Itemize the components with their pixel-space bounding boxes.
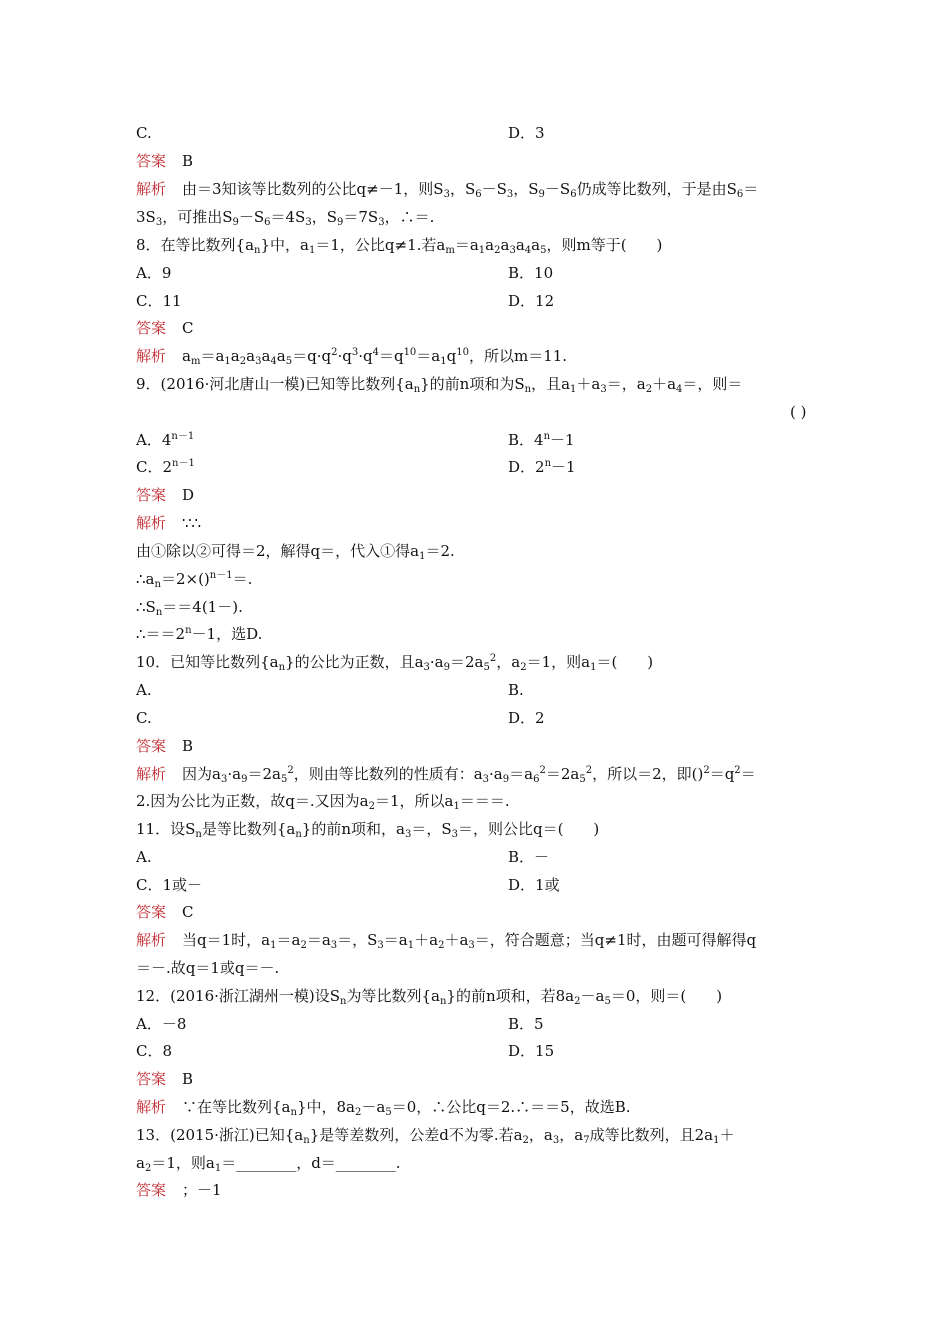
q9-answer	[136, 485, 816, 505]
q9-analysis-line-2: 由①除以②可得＝2，解得q＝，代入①得$a_1=2$.	[136, 542, 455, 562]
q9-analysis-line-4: $\therefore S_n==4(1-)$.	[136, 598, 243, 618]
q9-option-b: B．$4^n-1$	[508, 431, 575, 449]
answer-value: D	[182, 486, 195, 504]
q13-answer	[136, 1180, 816, 1200]
analysis-label: 解析	[136, 347, 167, 365]
q9-analysis-line-5: $\therefore==2^n-1$，选D.	[136, 625, 263, 643]
q8-stem: 8．在等比数列$\{a_n\}$中，$a_1=1$，公比q≠1.若$a_m=a_1a_2a_3a_4a_5$，则m等于( )	[136, 236, 663, 256]
q12-option-c: C．8	[136, 1042, 173, 1060]
answer-label: 答案	[136, 903, 167, 921]
q7-analysis-line-1: 解析 由＝3知该等比数列的公比q≠－1，则$S_3$，$S_6-S_3$，$S_9-S_6$仍成等比数列，于是由$S_6=$	[136, 180, 759, 200]
analysis-label: 解析	[136, 765, 167, 783]
q9-stem: 9．(2016·河北唐山一模)已知等比数列$\{a_n\}$的前n项和为$S_n$，且$a_1+a_3=$，$a_2+a_4=$，则＝	[136, 375, 743, 395]
q11-option-a: A.	[136, 848, 152, 866]
q8-answer	[136, 318, 816, 338]
q11-analysis-line-2: ＝－.故q＝1或q＝－.	[136, 959, 280, 977]
q10-option-b: B.	[508, 681, 524, 699]
q12-stem: 12．(2016·浙江湖州一模)设$S_n$为等比数列$\{a_n\}$的前n项和，若$8a_2-a_5=0$，则＝( )	[136, 987, 723, 1007]
answer-label: 答案	[136, 737, 167, 755]
q9-analysis-line-1: 解析 ∵∴	[136, 514, 202, 532]
q9-option-a: A．$4^{n-1}$	[136, 431, 195, 449]
q11-analysis-line-1: 解析 当q＝1时，$a_1=a_2=a_3=$，$S_3=a_1+a_2+a_3=$，符合题意；当q≠1时，由题可得解得q	[136, 931, 757, 951]
answer-label: 答案	[136, 486, 167, 504]
q10-option-d: D．2	[508, 709, 545, 727]
answer-value: B	[182, 1070, 194, 1088]
answer-value: B	[182, 737, 194, 755]
answer-value: ；－1	[182, 1181, 222, 1199]
q10-answer	[136, 736, 816, 756]
q9-option-d: D．$2^n-1$	[508, 458, 576, 476]
q12-option-a: A．－8	[136, 1015, 187, 1033]
q10-analysis-line-2: 2.因为公比为正数，故q＝.又因为$a_2=1$，所以$a_1===$.	[136, 792, 510, 812]
answer-value: C	[182, 319, 194, 337]
q11-answer	[136, 902, 816, 922]
q7-answer	[136, 151, 816, 171]
q11-option-c: C．1或－	[136, 876, 203, 894]
answer-label: 答案	[136, 1070, 167, 1088]
q10-option-a: A.	[136, 681, 152, 699]
q9-option-c: C．$2^{n-1}$	[136, 458, 195, 476]
q12-option-d: D．15	[508, 1042, 555, 1060]
q12-option-b: B．5	[508, 1015, 544, 1033]
q8-analysis: 解析 $a_m=a_1a_2a_3a_4a_5=q\cdot q^2\cdot q^3\cdot q^4=q^{10}=a_1q^{10}$，所以m＝11.	[136, 347, 568, 367]
q9-answer-paren: ( )	[790, 403, 807, 421]
q9-analysis-line-3: $\therefore a_n=2\times()^{n-1}=$.	[136, 570, 253, 590]
answer-label: 答案	[136, 152, 167, 170]
analysis-label: 解析	[136, 931, 167, 949]
q8-option-d: D．12	[508, 292, 555, 310]
answer-value: B	[182, 152, 194, 170]
q8-option-a: A．9	[136, 264, 172, 282]
analysis-label: 解析	[136, 1098, 167, 1116]
answer-value: C	[182, 903, 194, 921]
q12-analysis: 解析 ∵在等比数列$\{a_n\}$中，$8a_2-a_5=0$，∴公比q＝2.∴＝＝5，故选B.	[136, 1098, 631, 1118]
answer-label: 答案	[136, 319, 167, 337]
q7-option-d: D．3	[508, 124, 545, 142]
q13-stem-line-1: 13．(2015·浙江)已知$\{a_n\}$是等差数列，公差d不为零.若$a_2$，$a_3$，$a_7$成等比数列，且$2a_1+$	[136, 1126, 735, 1146]
q11-stem: 11．设$S_n$是等比数列$\{a_n\}$的前n项和，$a_3=$，$S_3=$，则公比q＝( )	[136, 820, 600, 840]
analysis-label: 解析	[136, 514, 167, 532]
q11-option-d: D．1或	[508, 876, 560, 894]
analysis-label: 解析	[136, 180, 167, 198]
q10-option-c: C.	[136, 709, 152, 727]
q8-option-c: C．11	[136, 292, 182, 310]
q11-option-b: B．－	[508, 848, 550, 866]
q8-option-b: B．10	[508, 264, 554, 282]
q7-option-c: C.	[136, 124, 152, 142]
q12-answer	[136, 1069, 816, 1089]
q13-stem-line-2: $a_2=1$，则$a_1=\_\_\_\_\_\_\_\_$，d＝________.	[136, 1154, 401, 1174]
q10-analysis-line-1: 解析 因为$a_3\cdot a_9=2a_5^2$，则由等比数列的性质有：$a_3\cdot a_9=a_6^2=2a_5^2$，所以＝2，即$()^2=q^2=$	[136, 765, 756, 785]
q10-stem: 10．已知等比数列$\{a_n\}$的公比为正数，且$a_3\cdot a_9=2a_5^2$，$a_2=1$，则$a_1=$( )	[136, 653, 654, 673]
answer-label: 答案	[136, 1181, 167, 1199]
q7-analysis-line-2: $3S_3$，可推出$S_9-S_6=4S_3$，$S_9=7S_3$，∴＝.	[136, 208, 435, 228]
